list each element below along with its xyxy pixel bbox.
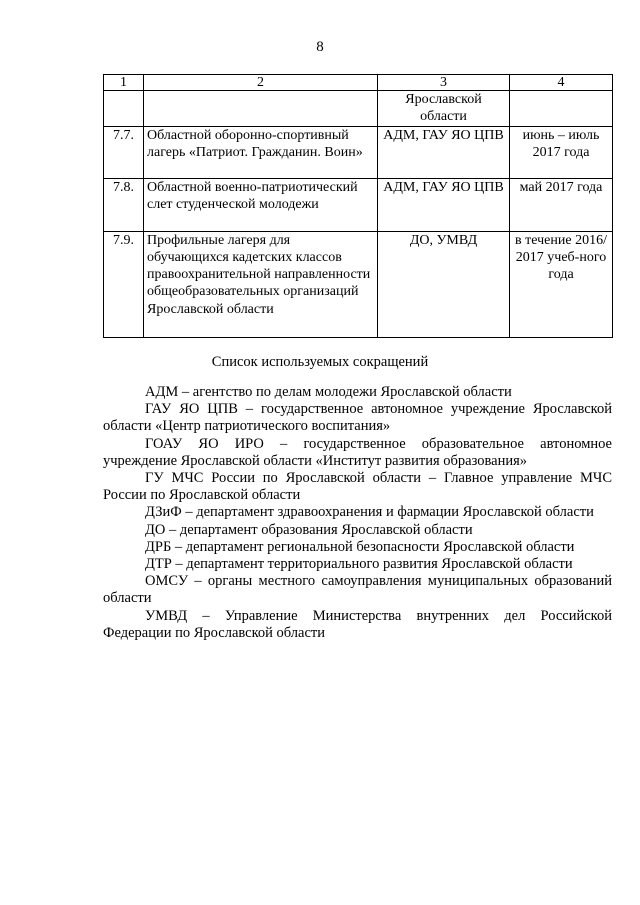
- header-col-4: 4: [510, 75, 613, 91]
- event-title: Областной оборонно-спортивный лагерь «Патриот. Гражданин. Воин»: [144, 126, 378, 178]
- events-table: [103, 74, 613, 338]
- table-header-row: [104, 75, 613, 91]
- abbreviation-item: ДТР – департамент территориального развития Ярославской области: [145, 556, 573, 573]
- page-number: 8: [316, 39, 324, 55]
- header-col-2: 2: [144, 75, 378, 91]
- table-row: [104, 91, 613, 127]
- term: май 2017 года: [510, 178, 613, 231]
- header-col-3: 3: [378, 75, 510, 91]
- abbreviation-item: УМВД – Управление Министерства внутренних дел Российской Федерации по Ярославской области: [103, 607, 612, 641]
- row-number: 7.9.: [104, 231, 144, 337]
- abbreviation-item: ГОАУ ЯО ИРО – государственное образовательное автономное учреждение Ярославской области «Институт развития образования»: [103, 435, 612, 469]
- abbreviation-item: ГАУ ЯО ЦПВ – государственное автономное учреждение Ярославской области «Центр патриотического воспитания»: [103, 401, 612, 435]
- abbreviations-list: [103, 384, 612, 642]
- abbreviations-title: Список используемых сокращений: [211, 354, 429, 370]
- abbreviation-item: ДРБ – департамент региональной безопасности Ярославской области: [145, 538, 575, 555]
- event-title: Областной военно-патриотический слет студенческой молодежи: [144, 178, 378, 231]
- abbreviation-item: ДЗиФ – департамент здравоохранения и фармации Ярославской области: [145, 504, 594, 521]
- executor: Ярославской области: [378, 91, 510, 127]
- table-row: [104, 231, 613, 337]
- abbreviation-item: ДО – департамент образования Ярославской области: [145, 521, 473, 538]
- abbreviation-item: ОМСУ – органы местного самоуправления муниципальных образований области: [103, 573, 612, 607]
- executor: ДО, УМВД: [378, 231, 510, 337]
- executor: АДМ, ГАУ ЯО ЦПВ: [378, 178, 510, 231]
- table-row: [104, 126, 613, 178]
- event-title: [144, 91, 378, 127]
- row-number: [104, 91, 144, 127]
- executor: АДМ, ГАУ ЯО ЦПВ: [378, 126, 510, 178]
- table-row: [104, 178, 613, 231]
- header-col-1: 1: [104, 75, 144, 91]
- event-title: Профильные лагеря для обучающихся кадетских классов правоохранительной направленности общеобразовательных организаций Ярославской области: [144, 231, 378, 337]
- row-number: 7.7.: [104, 126, 144, 178]
- term: в течение 2016/ 2017 учеб-ного года: [510, 231, 613, 337]
- term: июнь – июль 2017 года: [510, 126, 613, 178]
- term: [510, 91, 613, 127]
- abbreviation-item: ГУ МЧС России по Ярославской области – Главное управление МЧС России по Ярославской области: [103, 470, 612, 504]
- abbreviation-item: АДМ – агентство по делам молодежи Ярославской области: [145, 384, 512, 400]
- row-number: 7.8.: [104, 178, 144, 231]
